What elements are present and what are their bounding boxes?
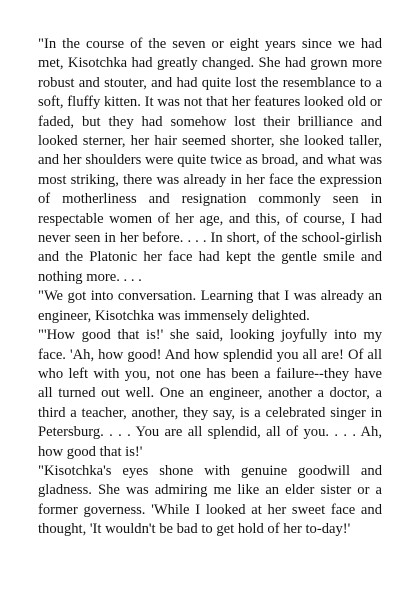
paragraph-3: "'How good that is!' she said, looking joyfully into my face. 'Ah, how good! And how splendid you all are! Of all who left with you, not one has been a failure--they have all turned out well. One an engineer, another a doctor, a third a teacher, another, they say, is a celebrated singer in Petersburg. . . . You are all splendid, all of you. . . . Ah, how good that is!' — [38, 327, 382, 460]
paragraph-4: "Kisotchka's eyes shone with genuine goodwill and gladness. She was admiring me like an elder sister or a former governess. 'While I looked at her sweet face and thought, 'It wouldn't be bad to get hold of her to-day!' — [38, 462, 382, 538]
paragraph-1: "In the course of the seven or eight years since we had met, Kisotchka had greatly changed. She had grown more robust and stouter, and had quite lost the resemblance to a soft, fluffy kitten. It was not that her features looked old or faded, but they had somehow lost their brilliance and looked sterner, her hair seemed shorter, she looked taller, and her shoulders were quite twice as broad, and what was most striking, there was already in her face the expression of motherliness and resignation commonly seen in respectable women of her age, and this, of course, I had never seen in her before. . . . In short, of the school-girlish and the Platonic her face had kept the gentle smile and nothing more. . . . — [38, 36, 382, 285]
document-page — [38, 35, 382, 540]
paragraph-2: "We got into conversation. Learning that I was already an engineer, Kisotchka was immensely delighted. — [38, 288, 382, 324]
